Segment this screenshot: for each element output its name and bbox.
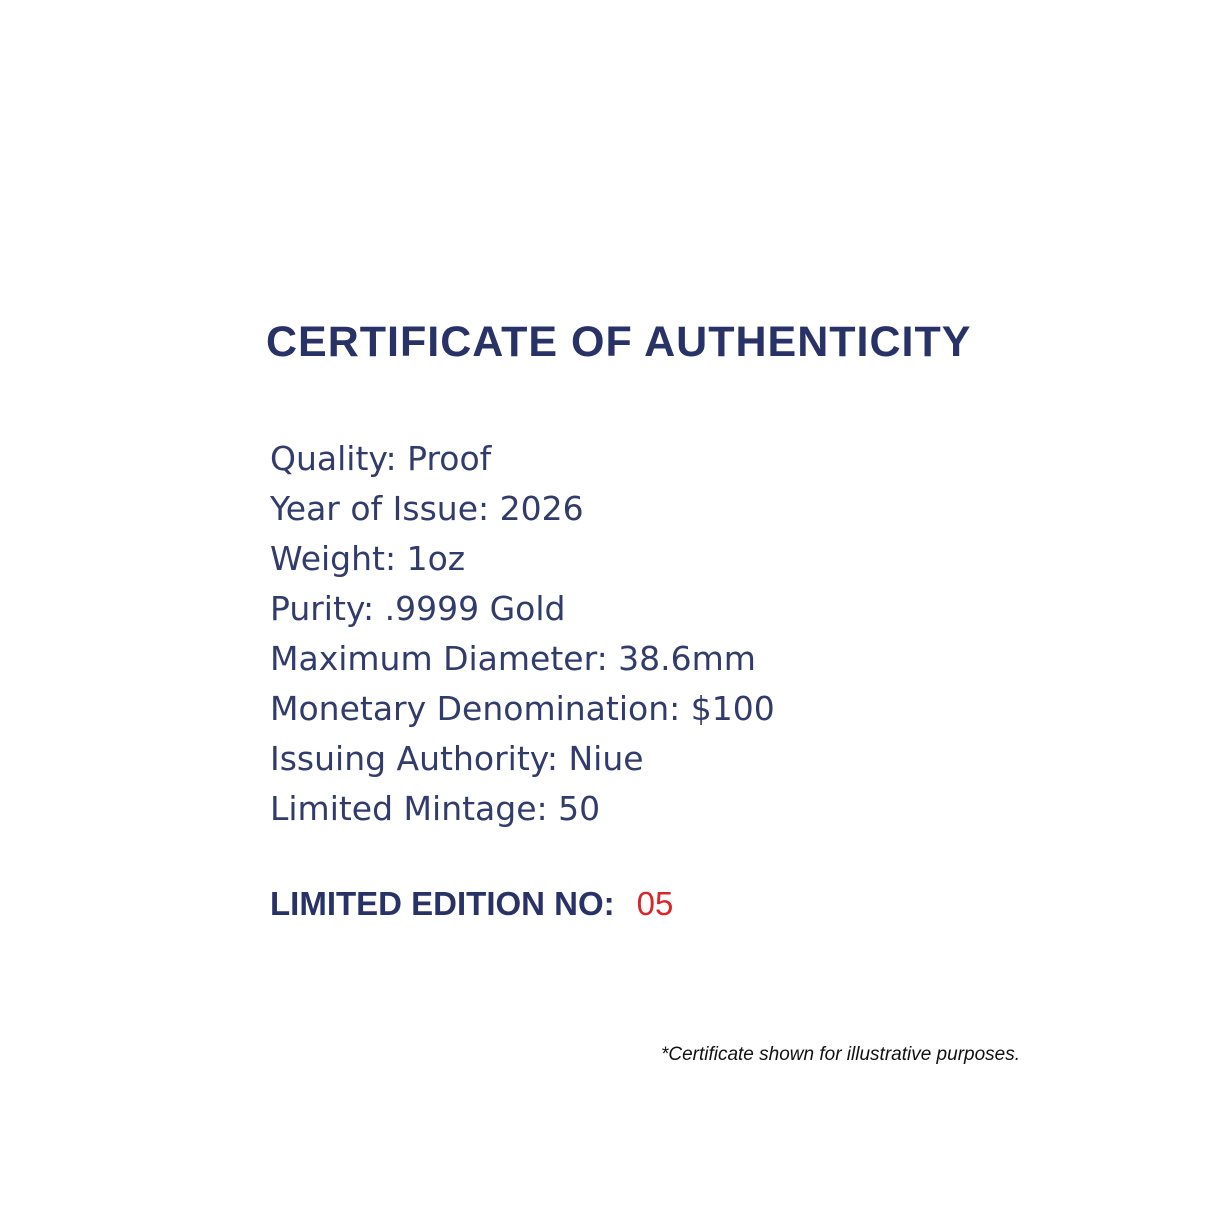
certificate-details-list: [270, 434, 775, 834]
limited-edition-line: [270, 882, 673, 926]
certificate-title: CERTIFICATE OF AUTHENTICITY: [266, 318, 972, 366]
illustrative-footnote: *Certificate shown for illustrative purposes.: [660, 1044, 1020, 1065]
limited-edition-number: 05: [636, 885, 674, 922]
detail-monetary-denomination: Monetary Denomination: $100: [270, 689, 775, 728]
detail-maximum-diameter: Maximum Diameter: 38.6mm: [270, 639, 756, 678]
detail-weight: Weight: 1oz: [270, 539, 466, 578]
detail-quality: Quality: Proof: [270, 439, 492, 478]
detail-purity: Purity: .9999 Gold: [270, 589, 566, 628]
detail-issuing-authority: Issuing Authority: Niue: [270, 739, 644, 778]
detail-limited-mintage: Limited Mintage: 50: [270, 789, 601, 828]
detail-year-of-issue: Year of Issue: 2026: [270, 489, 584, 528]
limited-edition-label: LIMITED EDITION NO:: [270, 885, 615, 922]
